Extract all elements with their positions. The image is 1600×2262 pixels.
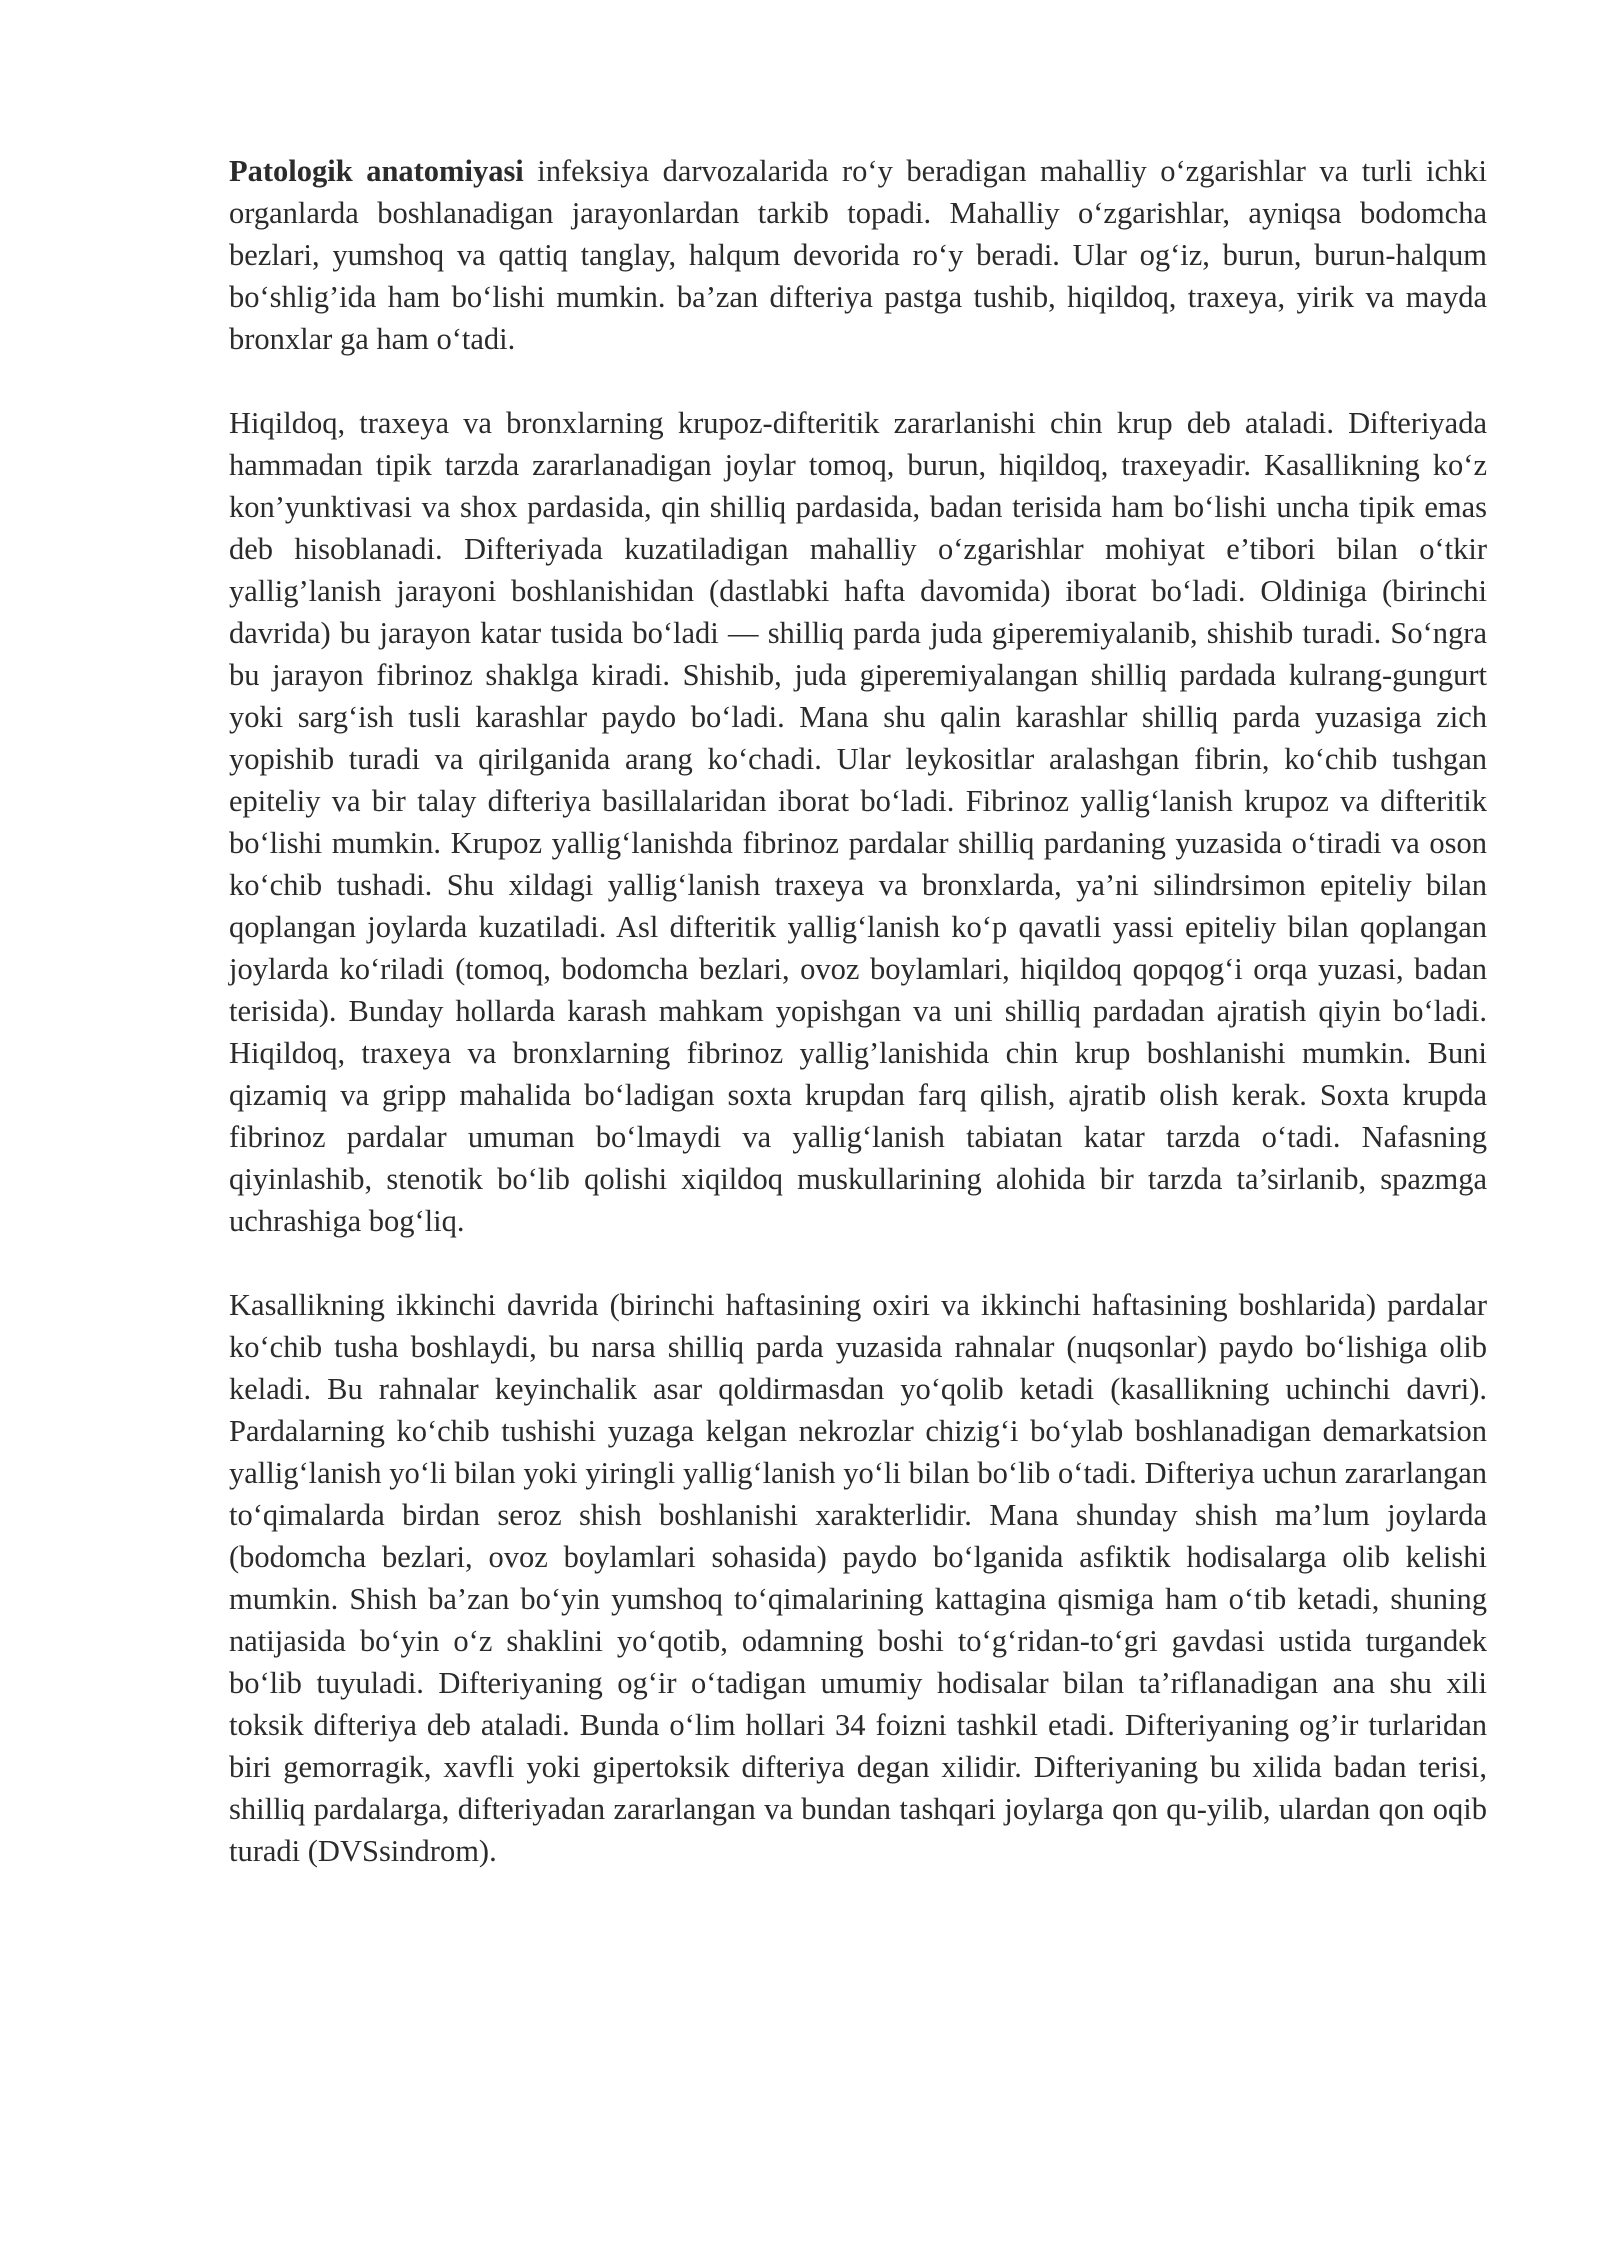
paragraph-text: Kasallikning ikkinchi davrida (birinchi haftasining oxiri va ikkinchi haftasining boshlarida) pardalar koʻchib tusha boshlaydi, bu narsa shilliq parda yuzasida rahnalar (nuqsonlar) paydo boʻlishiga olib keladi. Bu rahnalar keyinchalik asar qoldirmasdan yoʻqolib ketadi (kasallikning uchinchi davri). Pardalarning koʻchib tushishi yuzaga kelgan nekrozlar chizigʻi boʻylab boshlanadigan demarkatsion yalligʻlanish yoʻli bilan yoki yiringli yalligʻlanish yoʻli bilan boʻlib oʻtadi. Difteriya uchun zararlangan toʻqimalarda birdan seroz shish boshlanishi xarakterlidir. Mana shunday shish ma’lum joylarda (bodomcha bezlari, ovoz boylamlari sohasida) paydo boʻlganida asfiktik hodisalarga olib kelishi mumkin. Shish ba’zan boʻyin yumshoq toʻqimalarining kattagina qismiga ham oʻtib ketadi, shuning natijasida boʻyin oʻz shaklini yoʻqotib, odamning boshi toʻgʻridan-toʻgri gavdasi ustida turgandek boʻlib tuyuladi. Difteriyaning ogʻir oʻtadigan umumiy hodisalar bilan ta’riflanadigan ana shu xili toksik difteriya deb ataladi. Bunda oʻlim hollari 34 foizni tashkil etadi. Difteriyaning og’ir turlaridan biri gemorragik, xavfli yoki gipertoksik difteriya degan xilidir. Difteriyaning bu xilida badan terisi, shilliq pardalarga, difteriyadan zararlangan va bundan tashqari joylarga qon qu-yilib, ulardan qon oqib turadi (DVSsindrom).	[229, 1288, 1487, 1868]
paragraph-pathological-anatomy	[229, 150, 1487, 360]
paragraph-second-period	[229, 1284, 1487, 1872]
paragraph-true-croup	[229, 402, 1487, 1242]
paragraph-text: infeksiya darvozalarida roʻy beradigan mahalliy oʻzgarishlar va turli ichki organlarda boshlanadigan jarayonlardan tarkib topadi. Mahalliy oʻzgarishlar, ayniqsa bodomcha bezlari, yumshoq va qattiq tanglay, halqum devorida roʻy beradi. Ular ogʻiz, burun, burun-halqum boʻshlig’ida ham boʻlishi mumkin. ba’zan difteriya pastga tushib, hiqildoq, traxeya, yirik va mayda bronxlar ga ham oʻtadi.	[229, 154, 1487, 356]
paragraph-text: Hiqildoq, traxeya va bronxlarning krupoz-difteritik zararlanishi chin krup deb ataladi. Difteriyada hammadan tipik tarzda zararlanadigan joylar tomoq, burun, hiqildoq, traxeyadir. Kasallikning koʻz kon’yunktivasi va shox pardasida, qin shilliq pardasida, badan terisida ham boʻlishi uncha tipik emas deb hisoblanadi. Difteriyada kuzatiladigan mahalliy oʻzgarishlar mohiyat e’tibori bilan oʻtkir yallig’lanish jarayoni boshlanishidan (dastlabki hafta davomida) iborat boʻladi. Oldiniga (birinchi davrida) bu jarayon katar tusida boʻladi — shilliq parda juda giperemiyalanib, shishib turadi. Soʻngra bu jarayon fibrinoz shaklga kiradi. Shishib, juda giperemiyalangan shilliq pardada kulrang-gungurt yoki sargʻish tusli karashlar paydo boʻladi. Mana shu qalin karashlar shilliq parda yuzasiga zich yopishib turadi va qirilganida arang koʻchadi. Ular leykositlar aralashgan fibrin, koʻchib tushgan epiteliy va bir talay difteriya basillalaridan iborat boʻladi. Fibrinoz yalligʻlanish krupoz va difteritik boʻlishi mumkin. Krupoz yalligʻlanishda fibrinoz pardalar shilliq pardaning yuzasida oʻtiradi va oson koʻchib tushadi. Shu xildagi yalligʻlanish traxeya va bronxlarda, ya’ni silindrsimon epiteliy bilan qoplangan joylarda kuzatiladi. Asl difteritik yalligʻlanish koʻp qavatli yassi epiteliy bilan qoplangan joylarda koʻriladi (tomoq, bodomcha bezlari, ovoz boylamlari, hiqildoq qopqogʻi orqa yuzasi, badan terisida). Bunday hollarda karash mahkam yopishgan va uni shilliq pardadan ajratish qiyin boʻladi. Hiqildoq, traxeya va bronxlarning fibrinoz yallig’lanishida chin krup boshlanishi mumkin. Buni qizamiq va gripp mahalida boʻladigan soxta krupdan farq qilish, ajratib olish kerak. Soxta krupda fibrinoz pardalar umuman boʻlmaydi va yalligʻlanish tabiatan katar tarzda oʻtadi. Nafasning qiyinlashib, stenotik boʻlib qolishi xiqildoq muskullarining alohida bir tarzda ta’sirlanib, spazmga uchrashiga bogʻliq.	[229, 406, 1487, 1238]
paragraph-lead-heading: Patologik anatomiyasi	[229, 154, 524, 188]
document-body	[229, 150, 1487, 1872]
